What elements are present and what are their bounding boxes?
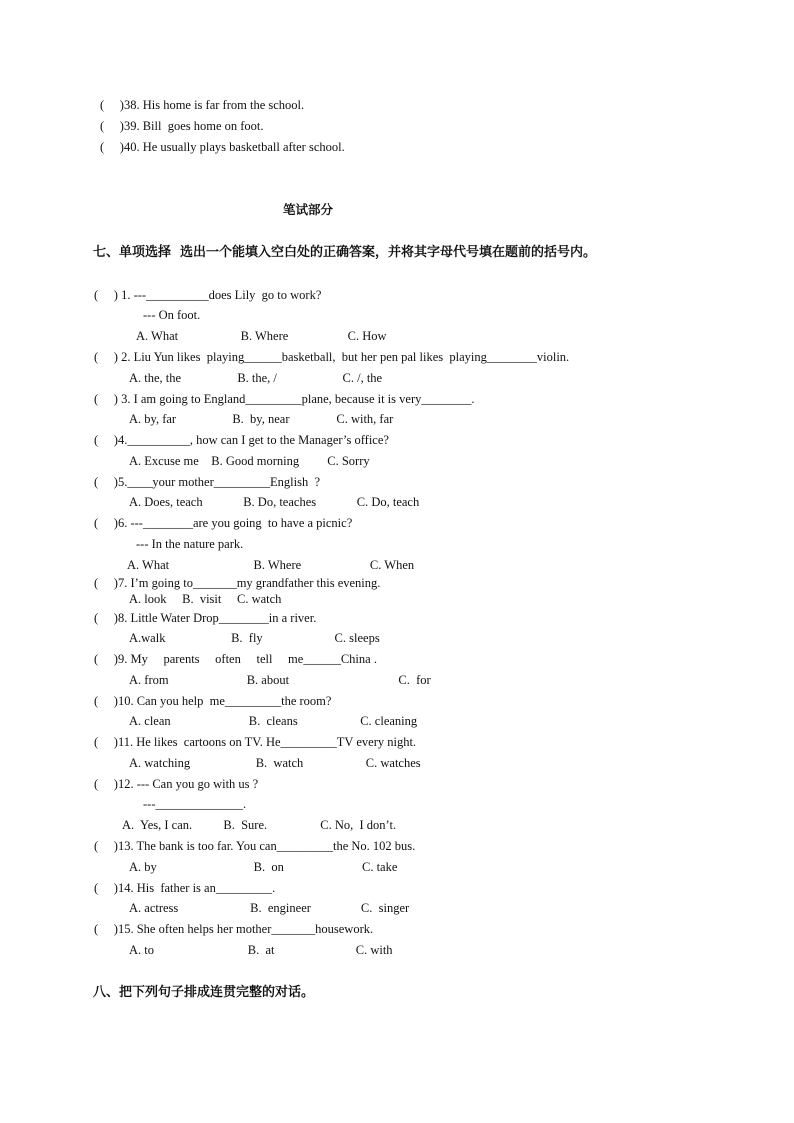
question-7-options: A. look B. visit C. watch	[129, 592, 282, 606]
question-8-options: A.walk B. fly C. sleeps	[129, 631, 380, 645]
question-15-options: A. to B. at C. with	[129, 943, 393, 957]
written-part-title: 笔试部分	[283, 202, 334, 217]
question-12-options: A. Yes, I can. B. Sure. C. No, I don’t.	[122, 818, 397, 832]
question-1-options: A. What B. Where C. How	[136, 329, 387, 343]
question-2: ( ) 2. Liu Yun likes playing______basketball, but her pen pal likes playing________violin.	[94, 350, 570, 364]
question-10-options: A. clean B. cleans C. cleaning	[129, 714, 418, 728]
question-9-options: A. from B. about C. for	[129, 673, 431, 687]
question-12-answer: ---______________.	[143, 797, 247, 811]
question-13-options: A. by B. on C. take	[129, 860, 398, 874]
question-11-options: A. watching B. watch C. watches	[129, 756, 421, 770]
question-6: ( )6. ---________are you going to have a picnic?	[94, 516, 353, 530]
question-4-options: A. Excuse me B. Good morning C. Sorry	[129, 454, 370, 468]
question-5-options: A. Does, teach B. Do, teaches C. Do, teach	[129, 495, 420, 509]
question-11: ( )11. He likes cartoons on TV. He_________TV every night.	[94, 735, 417, 749]
section8-heading: 八、把下列句子排成连贯完整的对话。	[93, 985, 315, 1000]
listening-item-38: ( )38. His home is far from the school.	[100, 98, 305, 112]
question-12: ( )12. --- Can you go with us ?	[94, 777, 259, 791]
question-7: ( )7. I’m going to_______my grandfather this evening.	[94, 576, 381, 590]
question-3: ( ) 3. I am going to England_________plane, because it is very________.	[94, 392, 475, 406]
question-3-options: A. by, far B. by, near C. with, far	[129, 412, 394, 426]
question-1-answer: --- On foot.	[143, 308, 201, 322]
listening-item-39: ( )39. Bill goes home on foot.	[100, 119, 264, 133]
question-1: ( ) 1. ---__________does Lily go to work?	[94, 288, 322, 302]
listening-item-40: ( )40. He usually plays basketball after school.	[100, 140, 345, 154]
question-6-answer: --- In the nature park.	[136, 537, 244, 551]
question-15: ( )15. She often helps her mother_______housework.	[94, 922, 374, 936]
question-8: ( )8. Little Water Drop________in a river.	[94, 611, 317, 625]
question-9: ( )9. My parents often tell me______China .	[94, 652, 377, 666]
question-13: ( )13. The bank is too far. You can_________the No. 102 bus.	[94, 839, 416, 853]
question-14-options: A. actress B. engineer C. singer	[129, 901, 410, 915]
question-4: ( )4.__________, how can I get to the Manager’s office?	[94, 433, 389, 447]
question-6-options: A. What B. Where C. When	[127, 558, 415, 572]
section7-heading: 七、单项选择 选出一个能填入空白处的正确答案，并将其字母代号填在题前的括号内。	[93, 245, 597, 260]
question-2-options: A. the, the B. the, / C. /, the	[129, 371, 383, 385]
question-5: ( )5.____your mother_________English ?	[94, 475, 321, 489]
question-10: ( )10. Can you help me_________the room?	[94, 694, 332, 708]
question-14: ( )14. His father is an_________.	[94, 881, 276, 895]
